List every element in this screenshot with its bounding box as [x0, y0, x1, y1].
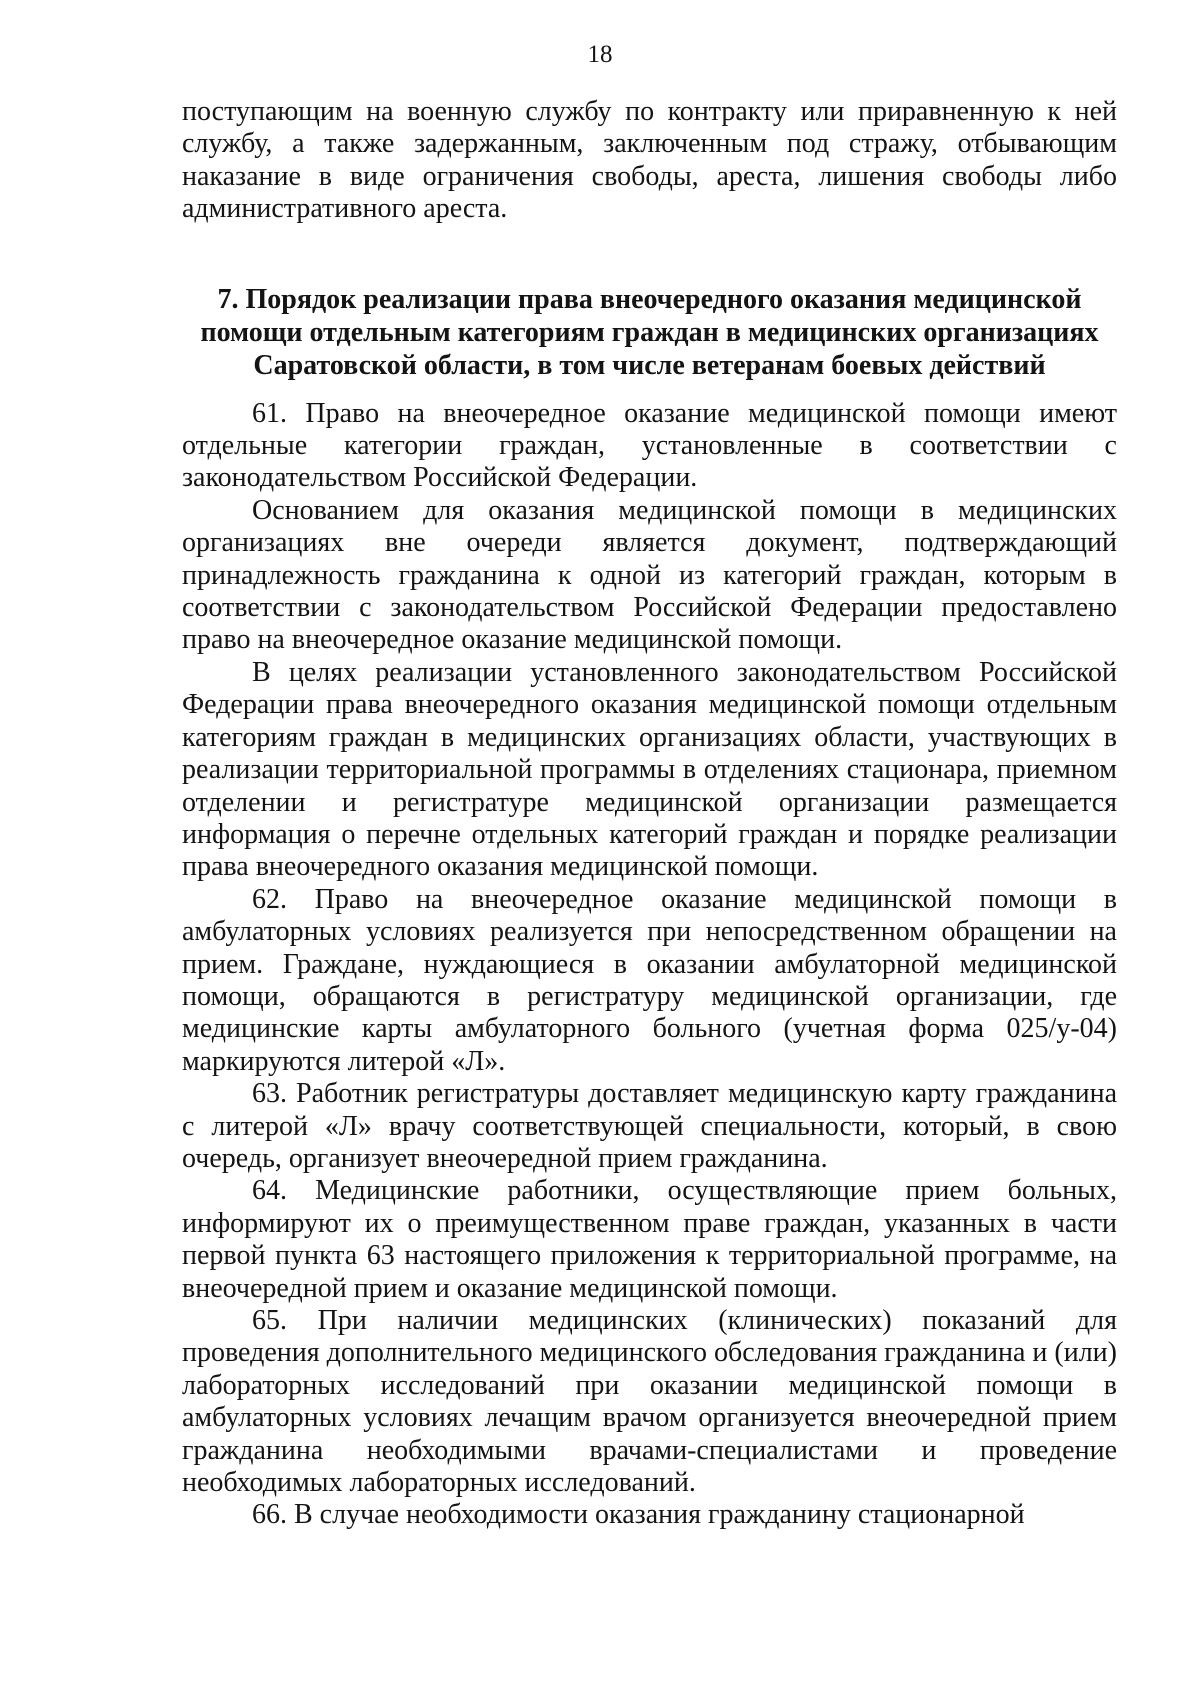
paragraph-basis: Основанием для оказания медицинской помощи в медицинских организациях вне очереди является документ, подтверждающий принадлежность гражданина к одной из категорий граждан, которым в соответствии с законодательством Российской Федерации предоставлено право на внеочередное оказание медицинской помощи. [182, 494, 1117, 656]
document-body [182, 96, 1117, 1532]
paragraph-63: 63. Работник регистратуры доставляет медицинскую карту гражданина с литерой «Л» врачу соответствующей специальности, который, в свою очередь, организует внеочередной прием гражданина. [182, 1078, 1117, 1174]
paragraph-65: 65. При наличии медицинских (клинических) показаний для проведения дополнительного медицинского обследования гражданина и (или) лабораторных исследований при оказании медицинской помощи в амбулаторных условиях лечащим врачом организуется внеочередной прием гражданина необходимыми врачами-специалистами и проведение необходимых лабораторных исследований. [182, 1305, 1117, 1499]
paragraph-64: 64. Медицинские работники, осуществляющие прием больных, информируют их о преимущественном праве граждан, указанных в части первой пункта 63 настоящего приложения к территориальной программе, на внеочередной прием и оказание медицинской помощи. [182, 1175, 1117, 1304]
paragraph-66: 66. В случае необходимости оказания гражданину стационарной [252, 1499, 1025, 1531]
section-title: 7. Порядок реализации права внеочередного оказания медицинской помощи отдельным категориям граждан в медицинских организациях Саратовской области, в том числе ветеранам боевых действий [200, 283, 1099, 381]
page-number: 18 [587, 41, 613, 68]
paragraph-information: В целях реализации установленного законодательством Российской Федерации права внеочередного оказания медицинской помощи отдельным категориям граждан в медицинских организациях области, участвующих в реализации территориальной программы в отделениях стационара, приемном отделении и регистратуре медицинской организации размещается информация о перечне отдельных категорий граждан и порядке реализации права внеочередного оказания медицинской помощи. [182, 656, 1117, 883]
paragraph-61: 61. Право на внеочередное оказание медицинской помощи имеют отдельные категории граждан, установленные в соответствии с законодательством Российской Федерации. [182, 397, 1117, 494]
paragraph-62: 62. Право на внеочередное оказание медицинской помощи в амбулаторных условиях реализуется при непосредственном обращении на прием. Граждане, нуждающиеся в оказании амбулаторной медицинской помощи, обращаются в регистратуру медицинской организации, где медицинские карты амбулаторного больного (учетная форма 025/у-04) маркируются литерой «Л». [182, 883, 1117, 1077]
continuation-paragraph: поступающим на военную службу по контракту или приравненную к ней службу, а также задержанным, заключенным под стражу, отбывающим наказание в виде ограничения свободы, ареста, лишения свободы либо административного ареста. [182, 96, 1117, 225]
